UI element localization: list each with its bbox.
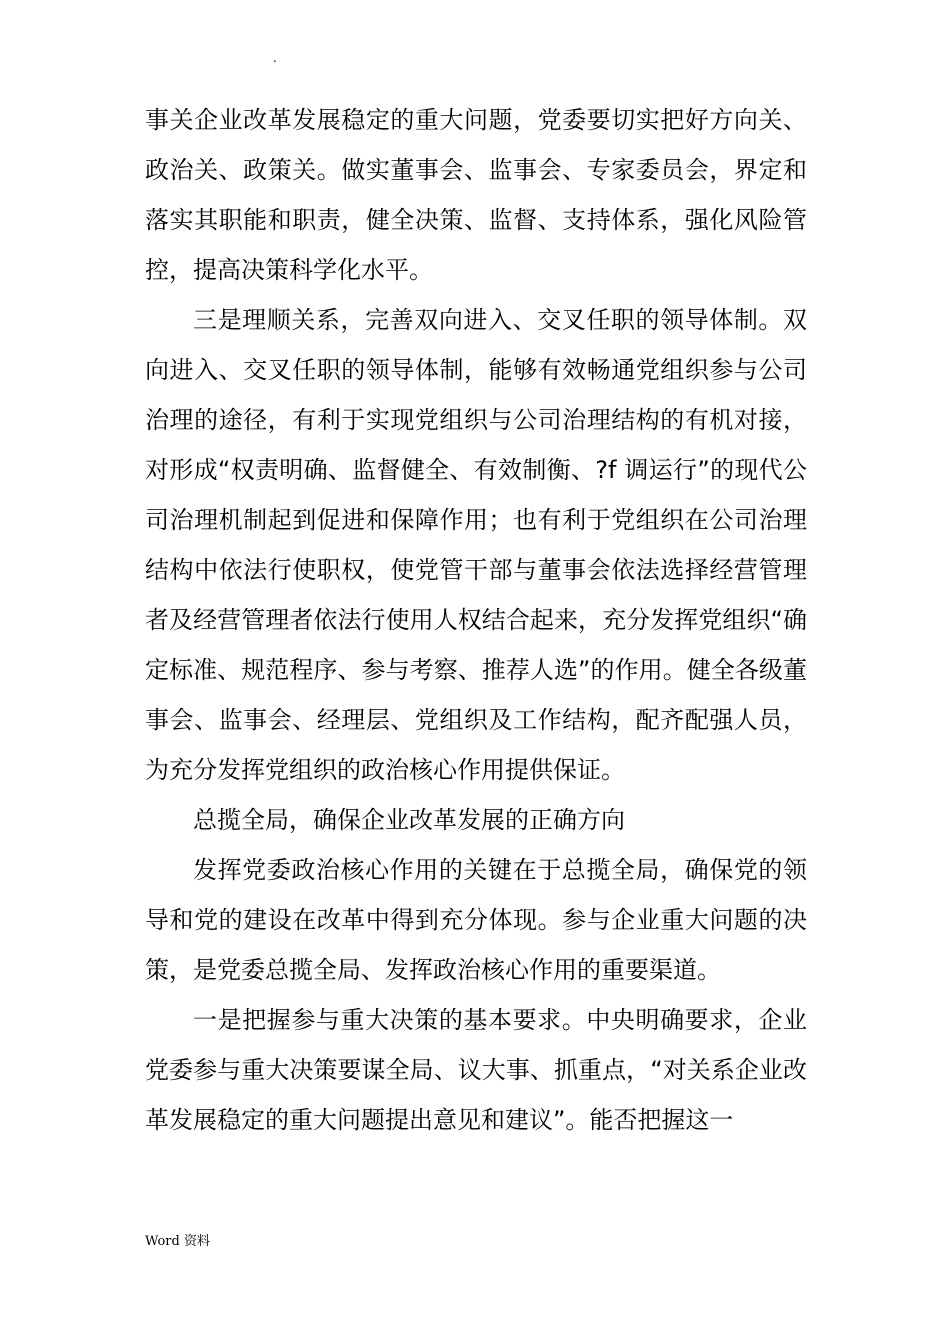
paragraph-item-three: 三是理顺关系，完善双向进入、交叉任职的领导体制。双向进入、交叉任职的领导体制，能够有效畅通党组织参与公司治理的途径，有利于实现党组织与公司治理结构的有机对接，对形成“权责明确、监督健全、有效制衡、?f 调运行”的现代公司治理机制起到促进和保障作用；也有利于党组织在公司治理结构中依法行使职权，使党管干部与董事会依法选择经营管理者及经营管理者依法行使用人权结合起来，充分发挥党组织“确定标准、规范程序、参与考察、推荐人选”的作用。健全各级董事会、监事会、经理层、党组织及工作结构，配齐配强人员，为充分发挥党组织的政治核心作用提供保证。 (145, 306, 807, 784)
header-mark: . (273, 51, 277, 65)
document-body (145, 95, 807, 1145)
paragraph-continuation: 事关企业改革发展稳定的重大问题，党委要切实把好方向关、政治关、政策关。做实董事会、监事会、专家委员会，界定和落实其职能和职责，健全决策、监督、支持体系，强化风险管控，提高决策科学化水平。 (145, 106, 807, 284)
paragraph-key-role: 发挥党委政治核心作用的关键在于总揽全局，确保党的领导和党的建设在改革中得到充分体现。参与企业重大问题的决策，是党委总揽全局、发挥政治核心作用的重要渠道。 (145, 856, 807, 984)
section-heading: 总揽全局，确保企业改革发展的正确方向 (193, 806, 625, 834)
paragraph-item-one: 一是把握参与重大决策的基本要求。中央明确要求，企业党委参与重大决策要谋全局、议大事、抓重点，“对关系企业改革发展稳定的重大问题提出意见和建议”。能否把握这一 (145, 1006, 807, 1134)
footer-label: Word 资料 (145, 1234, 210, 1249)
